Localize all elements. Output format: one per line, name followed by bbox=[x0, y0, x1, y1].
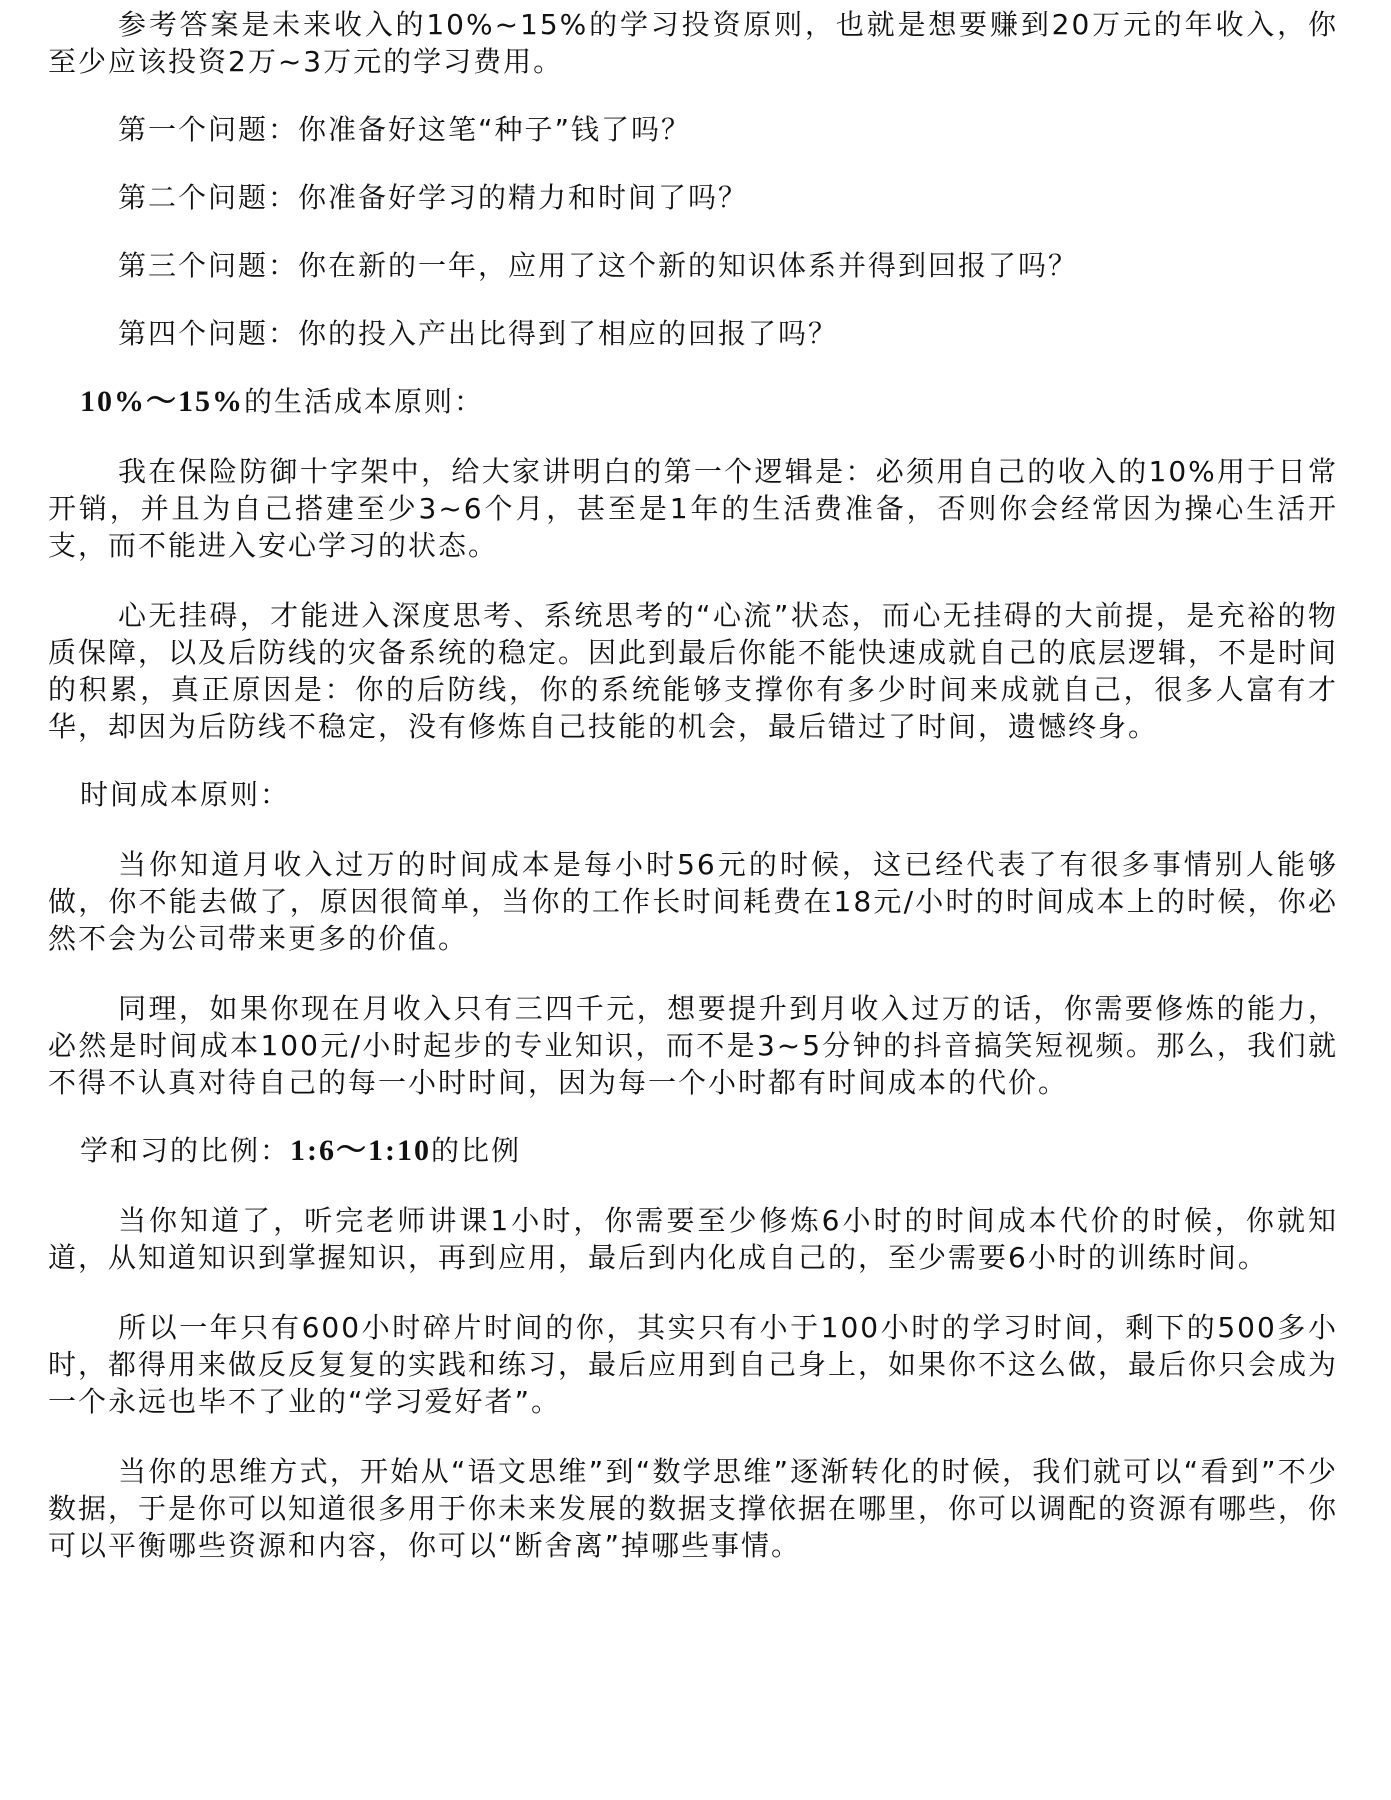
paragraph-likewise: 同理，如果你现在月收入只有三四千元，想要提升到月收入过万的话，你需要修炼的能力，必然是时间成本100元/小时起步的专业知识，而不是3~5分钟的抖音搞笑短视频。那么，我们就不得不认真对待自己的每一小时时间，因为每一个小时都有时间成本的代价。 bbox=[48, 992, 1338, 1099]
paragraph-living-cost: 我在保险防御十字架中，给大家讲明白的第一个逻辑是：必须用自己的收入的10%用于日常开销，并且为自己搭建至少3~6个月，甚至是1年的生活费准备，否则你会经常因为操心生活开支，而不能进入安心学习的状态。 bbox=[48, 455, 1338, 562]
paragraph-fragment-time: 所以一年只有600小时碎片时间的你，其实只有小于100小时的学习时间，剩下的500多小时，都得用来做反反复复的实践和练习，最后应用到自己身上，如果你不这么做，最后你只会成为一个永远也毕不了业的“学习爱好者”。 bbox=[48, 1311, 1339, 1418]
heading-time-cost-text: 时间成本原则： bbox=[80, 778, 291, 811]
question-four: 第四个问题：你的投入产出比得到了相应的回报了吗？ bbox=[118, 317, 839, 350]
question-three: 第三个问题：你在新的一年，应用了这个新的知识体系并得到回报了吗？ bbox=[118, 249, 1079, 282]
heading-ratio-tail: 的比例 bbox=[431, 1134, 522, 1167]
heading-living-cost-text: 的生活成本原则： bbox=[244, 385, 485, 418]
heading-living-cost bbox=[48, 383, 1338, 420]
document-page bbox=[48, 6, 1338, 1564]
paragraph-flow-state: 心无挂碍，才能进入深度思考、系统思考的“心流”状态，而心无挂碍的大前提，是充裕的物质保障，以及后防线的灾备系统的稳定。因此到最后你能不能快速成就自己的底层逻辑，不是时间的积累，真正原因是：你的后防线，你的系统能够支撑你有多少时间来成就自己，很多人富有才华，却因为后防线不稳定，没有修炼自己技能的机会，最后错过了时间，遗憾终身。 bbox=[48, 599, 1339, 743]
question-one: 第一个问题：你准备好这笔“种子”钱了吗？ bbox=[118, 113, 692, 146]
paragraph-hourly-cost: 当你知道月收入过万的时间成本是每小时56元的时候，这已经代表了有很多事情别人能够做，你不能去做了，原因很简单，当你的工作长时间耗费在18元/小时的时间成本上的时候，你必然不会为公司带来更多的价值。 bbox=[48, 848, 1338, 955]
paragraph-investment-answer: 参考答案是未来收入的10%~15%的学习投资原则，也就是想要赚到20万元的年收入，你至少应该投资2万~3万元的学习费用。 bbox=[48, 8, 1338, 78]
paragraph-training-time: 当你知道了，听完老师讲课1小时，你需要至少修炼6小时的时间成本代价的时候，你就知道，从知道知识到掌握知识，再到应用，最后到内化成自己的，至少需要6小时的训练时间。 bbox=[48, 1204, 1338, 1274]
question-two: 第二个问题：你准备好学习的精力和时间了吗？ bbox=[118, 181, 749, 214]
heading-ratio-text: 学和习的比例： bbox=[80, 1134, 291, 1167]
paragraph-thinking-mode: 当你的思维方式，开始从“语文思维”到“数学思维”逐渐转化的时候，我们就可以“看到”不少数据，于是你可以知道很多用于你未来发展的数据支撑依据在哪里，你可以调配的资源有哪些，你可以平衡哪些资源和内容，你可以“断舍离”掉哪些事情。 bbox=[48, 1455, 1339, 1562]
heading-learn-practice-ratio bbox=[48, 1132, 1338, 1169]
heading-time-cost bbox=[48, 776, 1338, 813]
heading-ratio-number: 1:6～1:10 bbox=[290, 1134, 431, 1167]
heading-living-cost-number: 10%～15% bbox=[80, 385, 244, 418]
